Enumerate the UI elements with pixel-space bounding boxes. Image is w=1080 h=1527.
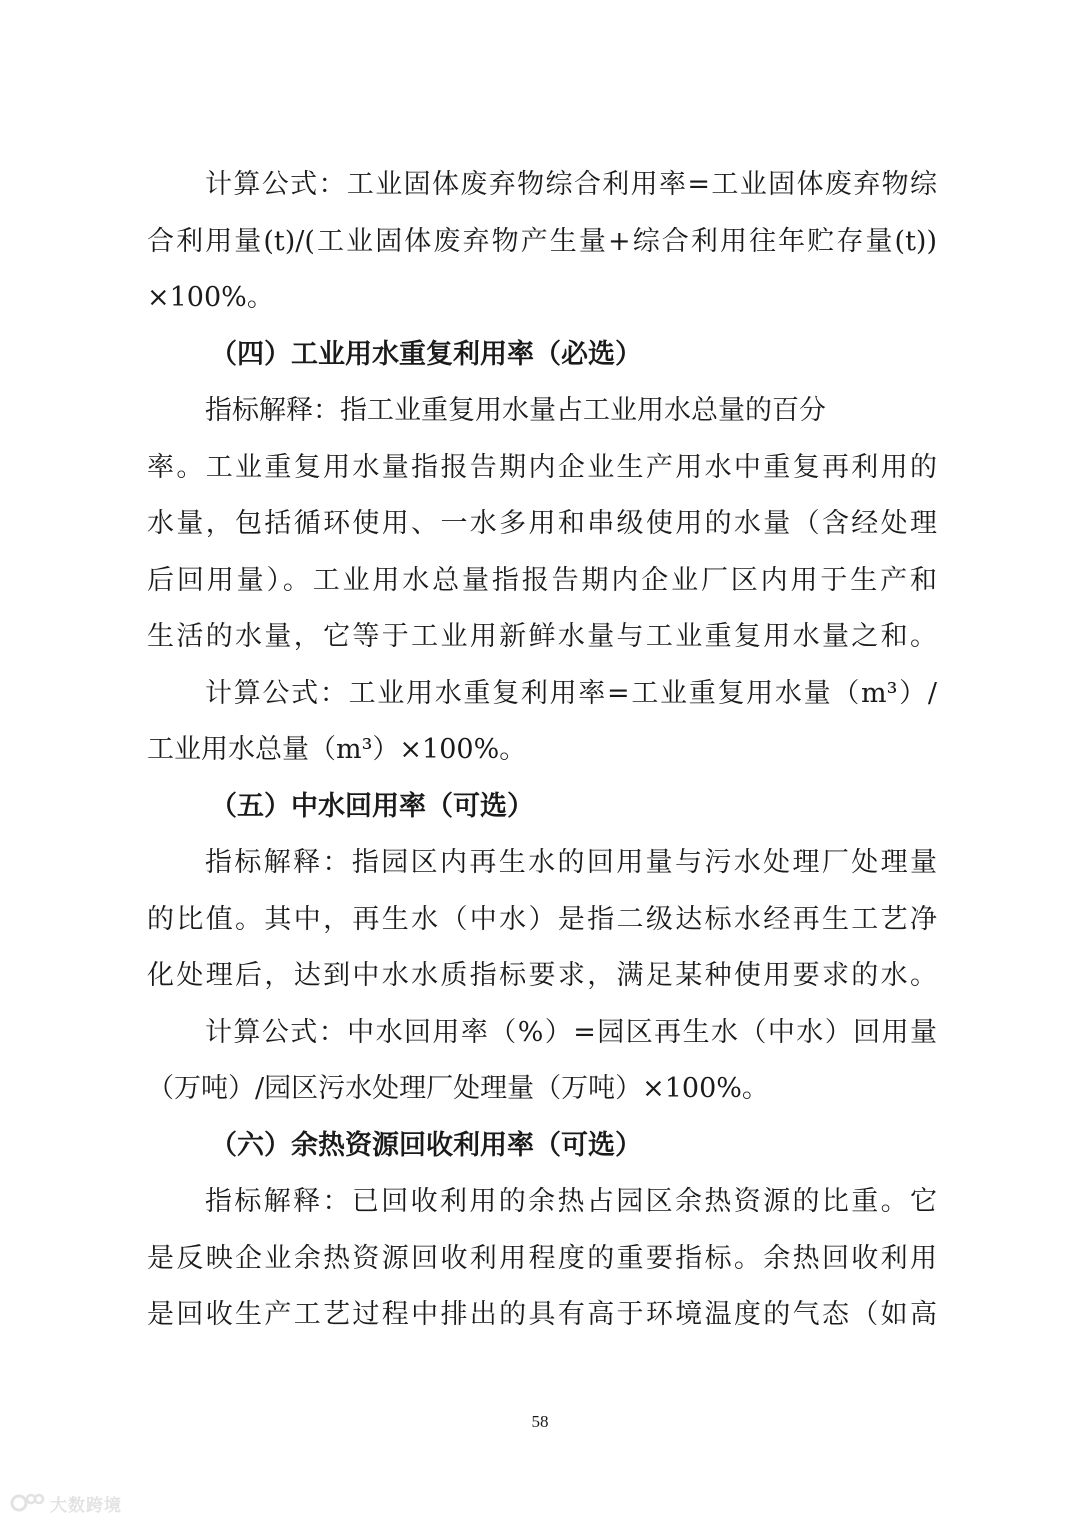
text-line: 合利用量(t)/(工业固体废弃物产生量+综合利用往年贮存量(t)) xyxy=(147,226,937,257)
text-line: 指标解释：已回收利用的余热占园区余热资源的比重。它 xyxy=(205,1186,937,1217)
text-line: 是反映企业余热资源回收利用程度的重要指标。余热回收利用 xyxy=(147,1243,937,1274)
page-number: 58 xyxy=(531,1412,549,1431)
brand-logo-icon xyxy=(10,1490,46,1516)
text-line: 的比值。其中，再生水（中水）是指二级达标水经再生工艺净 xyxy=(147,904,937,935)
text-line: 是回收生产工艺过程中排出的具有高于环境温度的气态（如高 xyxy=(147,1299,937,1330)
watermark-text: 大数跨境 xyxy=(50,1495,122,1516)
text-line: ×100%。 xyxy=(147,282,274,313)
text-line: 指标解释：指园区内再生水的回用量与污水处理厂处理量 xyxy=(205,847,937,878)
watermark xyxy=(10,1488,122,1518)
text-line: 指标解释：指工业重复用水量占工业用水总量的百分 xyxy=(205,395,826,426)
text-line: 生活的水量，它等于工业用新鲜水量与工业重复用水量之和。 xyxy=(147,621,937,652)
section-heading: （五）中水回用率（可选） xyxy=(210,791,534,822)
text-line: 水量，包括循环使用、一水多用和串级使用的水量（含经处理 xyxy=(147,508,937,539)
text-line: （万吨）/园区污水处理厂处理量（万吨）×100%。 xyxy=(147,1073,769,1104)
text-line: 计算公式：中水回用率（%）=园区再生水（中水）回用量 xyxy=(205,1017,937,1048)
text-line: 计算公式：工业固体废弃物综合利用率=工业固体废弃物综 xyxy=(205,169,937,200)
text-line: 工业用水总量（m³）×100%。 xyxy=(147,734,527,765)
text-line: 后回用量）。工业用水总量指报告期内企业厂区内用于生产和 xyxy=(147,565,937,596)
text-line: 率。工业重复用水量指报告期内企业生产用水中重复再利用的 xyxy=(147,452,937,483)
section-heading: （六）余热资源回收利用率（可选） xyxy=(210,1130,642,1161)
text-line: 化处理后，达到中水水质指标要求，满足某种使用要求的水。 xyxy=(147,960,937,991)
section-heading: （四）工业用水重复利用率（必选） xyxy=(210,339,642,370)
text-line: 计算公式：工业用水重复利用率=工业重复用水量（m³）/ xyxy=(205,678,937,709)
